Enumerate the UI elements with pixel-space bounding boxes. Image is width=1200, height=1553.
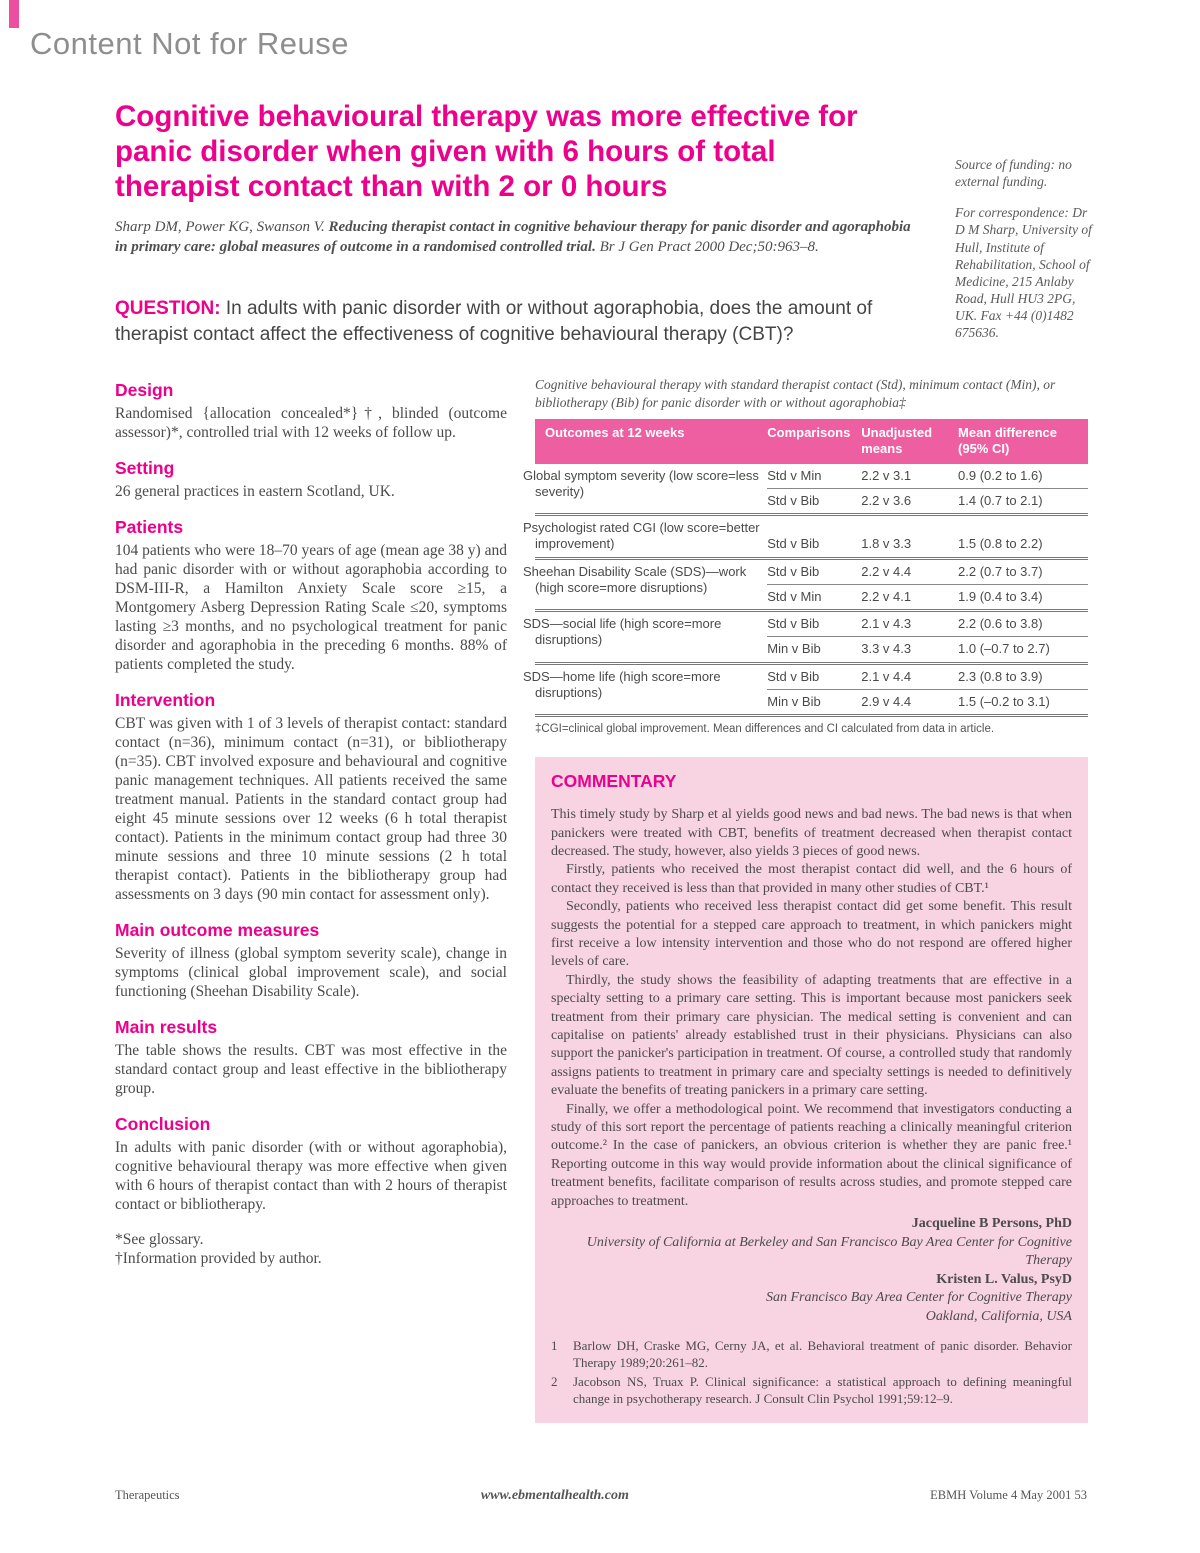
col-header-difference: Mean difference (95% CI) — [958, 419, 1088, 464]
main-results-body: The table shows the results. CBT was most effective in the standard contact group and least effective in the bibliotherapy group. — [115, 1042, 507, 1097]
diff-cell: 0.9 (0.2 to 1.6) — [958, 464, 1088, 489]
signature-affiliation: San Francisco Bay Area Center for Cognitive Therapy — [765, 1290, 1072, 1306]
comparison-cell: Min v Bib — [767, 641, 821, 657]
page-edge-mark — [9, 0, 19, 28]
diff-cell: 2.2 (0.6 to 3.8) — [958, 611, 1088, 637]
means-cell: 2.2 v 4.1 — [861, 588, 912, 604]
table-group-global-severity — [523, 464, 1088, 515]
footnote-author-info: †Information provided by author. — [115, 1250, 322, 1267]
commentary-paragraph: This timely study by Sharp et al yields good news and bad news. The bad news is that when panickers were treated with CBT, benefits of treatment decreased when therapist contact decreased. The study, however, also yields 3 pieces of good news. — [551, 807, 1072, 859]
diff-cell: 1.5 (0.8 to 2.2) — [958, 515, 1088, 559]
means-cell: 2.9 v 4.4 — [861, 689, 958, 715]
comparison-cell: Std v Min — [767, 588, 822, 604]
reference-number: 2 — [551, 1374, 558, 1390]
table-group-sds-social — [523, 611, 1088, 664]
results-table — [523, 419, 1088, 717]
comparison-cell: Std v Bib — [767, 515, 861, 559]
results-table-header — [535, 419, 1088, 464]
outcome-measures-heading: Main outcome measures — [115, 920, 320, 940]
comparison-cell: Std v Bib — [767, 611, 861, 637]
table-group-sds-work — [523, 558, 1088, 611]
sidebar-correspondence — [955, 156, 1100, 341]
diff-cell: 1.4 (0.7 to 2.1) — [958, 492, 1043, 508]
col-header-means: Unadjusted means — [861, 419, 958, 464]
citation-title: Reducing therapist contact in cognitive behaviour therapy for panic disorder and agoraphobia in primary care: global measures of outcome in a randomised controlled trial. — [115, 219, 911, 255]
signature-name: Jacqueline B Persons, PhD — [911, 1216, 1072, 1232]
conclusion-heading: Conclusion — [115, 1114, 211, 1134]
reference-item — [551, 1374, 1072, 1407]
intervention-body: CBT was given with 1 of 3 levels of therapist contact: standard contact (n=36), minimum contact (n=31), or bibliotherapy (n=35). CBT involved exposure and behavioural and cognitive panic management techniques. All patients received the same treatment manual. Patients in the standard contact group had eight 45 minute sessions over 12 weeks (6 h total therapist contact). Patients in the minimum contact group had three 30 minute sessions and three 10 minute sessions (2 h total therapist contact). Patients in the bibliotherapy group had assessments on 3 days (90 min contact for assessment only). — [115, 715, 507, 903]
means-cell: 2.1 v 4.3 — [861, 611, 958, 637]
design-body: Randomised {allocation concealed*}†, blinded (outcome assessor)*, controlled trial with 12 weeks of follow up. — [115, 405, 507, 441]
comparison-cell: Min v Bib — [767, 689, 861, 715]
means-cell: 2.2 v 3.1 — [861, 464, 958, 489]
setting-body: 26 general practices in eastern Scotland, UK. — [115, 483, 395, 500]
setting-heading: Setting — [115, 458, 175, 478]
question-label: QUESTION: — [115, 298, 221, 319]
citation-journal: Br J Gen Pract 2000 Dec;50:963–8. — [599, 238, 819, 255]
right-column — [523, 376, 1088, 1423]
table-row — [535, 611, 1088, 637]
comparison-cell: Std v Bib — [767, 492, 820, 508]
diff-cell: 1.0 (–0.7 to 2.7) — [958, 641, 1050, 657]
footnotes — [115, 1230, 507, 1268]
funding-note: Source of funding: no external funding. — [955, 157, 1072, 190]
diff-cell: 2.3 (0.8 to 3.9) — [958, 663, 1088, 689]
footnote-glossary: *See glossary. — [115, 1231, 204, 1248]
commentary-signatures — [551, 1215, 1072, 1326]
table-row — [535, 558, 1088, 584]
table-row — [535, 515, 1088, 559]
page-footer — [115, 1488, 1087, 1504]
comparison-cell: Std v Bib — [767, 663, 861, 689]
patients-body: 104 patients who were 18–70 years of age (mean age 38 y) and had panic disorder with or without agoraphobia according to DSM-III-R, a Hamilton Anxiety Scale score ≥15, a Montgomery Asberg Depression Rating Scale ≤20, symptoms lasting ≥3 months, and no psychological treatment for panic disorder and agoraphobia in the preceding 6 months. 88% of patients completed the study. — [115, 542, 507, 673]
commentary-paragraph: Secondly, patients who received less therapist contact did get some benefit. This result suggests the potential for a stepped care approach to treatment, in which panickers might first receive a low intensity intervention and those who do not respond are offered higher levels of care. — [551, 899, 1072, 970]
table-footnote: ‡CGI=clinical global improvement. Mean differences and CI calculated from data in article. — [535, 723, 995, 736]
reference-number: 1 — [551, 1338, 558, 1354]
reference-text: Jacobson NS, Truax P. Clinical significance: a statistical approach to defining meaningful change in psychotherapy research. J Consult Clin Psychol 1991;59:12–9. — [573, 1374, 1072, 1406]
diff-cell: 2.2 (0.7 to 3.7) — [958, 558, 1088, 584]
watermark-text: Content Not for Reuse — [30, 26, 349, 61]
reference-text: Barlow DH, Craske MG, Cerny JA, et al. Behavioral treatment of panic disorder. Behavior Therapy 1989;20:261–82. — [573, 1338, 1072, 1370]
comparison-cell: Std v Bib — [767, 558, 861, 584]
col-header-outcomes: Outcomes at 12 weeks — [535, 419, 767, 464]
question-statement — [115, 296, 930, 348]
table-row — [535, 663, 1088, 689]
outcome-label: Global symptom severity (low score=less severity) — [523, 467, 759, 499]
outcome-label: Psychologist rated CGI (low score=better improvement) — [535, 515, 767, 559]
commentary-heading: COMMENTARY — [551, 771, 677, 792]
article-title: Cognitive behavioural therapy was more effective for panic disorder when given with 6 hours of total therapist contact than with 2 or 0 hours — [115, 100, 858, 203]
table-group-cgi — [523, 515, 1088, 559]
intervention-heading: Intervention — [115, 690, 216, 710]
outcome-measures-body: Severity of illness (global symptom severity scale), change in symptoms (clinical global improvement scale), and social functioning (Sheehan Disability Scale). — [115, 945, 507, 1000]
diff-cell: 1.5 (–0.2 to 3.1) — [958, 689, 1088, 715]
table-group-sds-home — [523, 663, 1088, 716]
signature-affiliation: Oakland, California, USA — [925, 1308, 1072, 1324]
footer-website: www.ebmentalhealth.com — [480, 1488, 629, 1503]
outcome-label: SDS—social life (high score=more disruptions) — [535, 611, 767, 664]
outcome-label: Sheehan Disability Scale (SDS)—work (high score=more disruptions) — [535, 558, 767, 611]
patients-heading: Patients — [115, 517, 184, 537]
signature-name: Kristen L. Valus, PsyD — [936, 1271, 1072, 1287]
footer-section-label: Therapeutics — [115, 1488, 180, 1502]
main-results-heading: Main results — [115, 1017, 218, 1037]
reference-list — [551, 1338, 1072, 1407]
citation-authors: Sharp DM, Power KG, Swanson V. — [115, 219, 329, 235]
means-cell: 2.2 v 3.6 — [861, 492, 912, 508]
comparison-cell: Std v Min — [767, 464, 861, 489]
table-row — [535, 464, 1088, 489]
design-heading: Design — [115, 380, 174, 400]
reference-item — [551, 1338, 1072, 1371]
commentary-paragraph: Thirdly, the study shows the feasibility of adapting treatments that are effective in a specialty setting to a primary care setting. This is important because most panickers seek treatment from their primary care physician. The medical setting is convenient and can capitalise on patients' already established trust in their physicians. Physicians can also support the panicker's participation in treatment. Of course, a controlled study that randomly assigns patients to treatment in primary care and specialty settings is needed to definitively evaluate the benefits of treating panickers in a primary care setting. — [551, 972, 1072, 1099]
means-cell: 2.1 v 4.4 — [861, 663, 958, 689]
left-column — [115, 364, 507, 1268]
means-cell: 2.2 v 4.4 — [861, 558, 958, 584]
footer-issue-page: EBMH Volume 4 May 2001 53 — [930, 1488, 1087, 1502]
means-cell: 3.3 v 4.3 — [861, 641, 912, 657]
commentary-paragraph: Firstly, patients who received the most therapist contact did well, and the 6 hours of contact they received is less than that provided in many other studies of CBT.¹ — [551, 862, 1072, 896]
col-header-comparisons: Comparisons — [767, 419, 861, 464]
signature-affiliation: University of California at Berkeley and San Francisco Bay Area Center for Cognitive Therapy — [586, 1234, 1072, 1269]
outcome-label: SDS—home life (high score=more disruptions) — [535, 663, 767, 716]
diff-cell: 1.9 (0.4 to 3.4) — [958, 588, 1043, 604]
results-table-caption: Cognitive behavioural therapy with standard therapist contact (Std), minimum contact (Min), or bibliotherapy (Bib) for panic disorder with or without agoraphobia‡ — [535, 377, 1056, 410]
commentary-box — [535, 757, 1088, 1423]
commentary-paragraph: Finally, we offer a methodological point. We recommend that investigators conducting a study of this sort report the percentage of patients reaching a clinically meaningful criterion outcome.² In the case of panickers, an obvious criterion is whether they are panic free.¹ Reporting outcome in this way would provide information about the clinical significance of treatment benefits, facilitate comparison of results across studies, and promote stepped care approaches to treatment. — [551, 1101, 1072, 1209]
question-text: In adults with panic disorder with or without agoraphobia, does the amount of therapist contact affect the effectiveness of cognitive behavioural therapy (CBT)? — [115, 298, 873, 346]
correspondence-note: For correspondence: Dr D M Sharp, University of Hull, Institute of Rehabilitation, School of Medicine, 215 Anlaby Road, Hull HU3 2PG, UK. Fax +44 (0)1482 675636. — [955, 205, 1092, 341]
means-cell: 1.8 v 3.3 — [861, 515, 958, 559]
conclusion-body: In adults with panic disorder (with or without agoraphobia), cognitive behavioural therapy was more effective when given with 6 hours of therapist contact than with 2 hours of therapist contact or bibliotherapy. — [115, 1139, 507, 1213]
citation — [115, 218, 915, 258]
